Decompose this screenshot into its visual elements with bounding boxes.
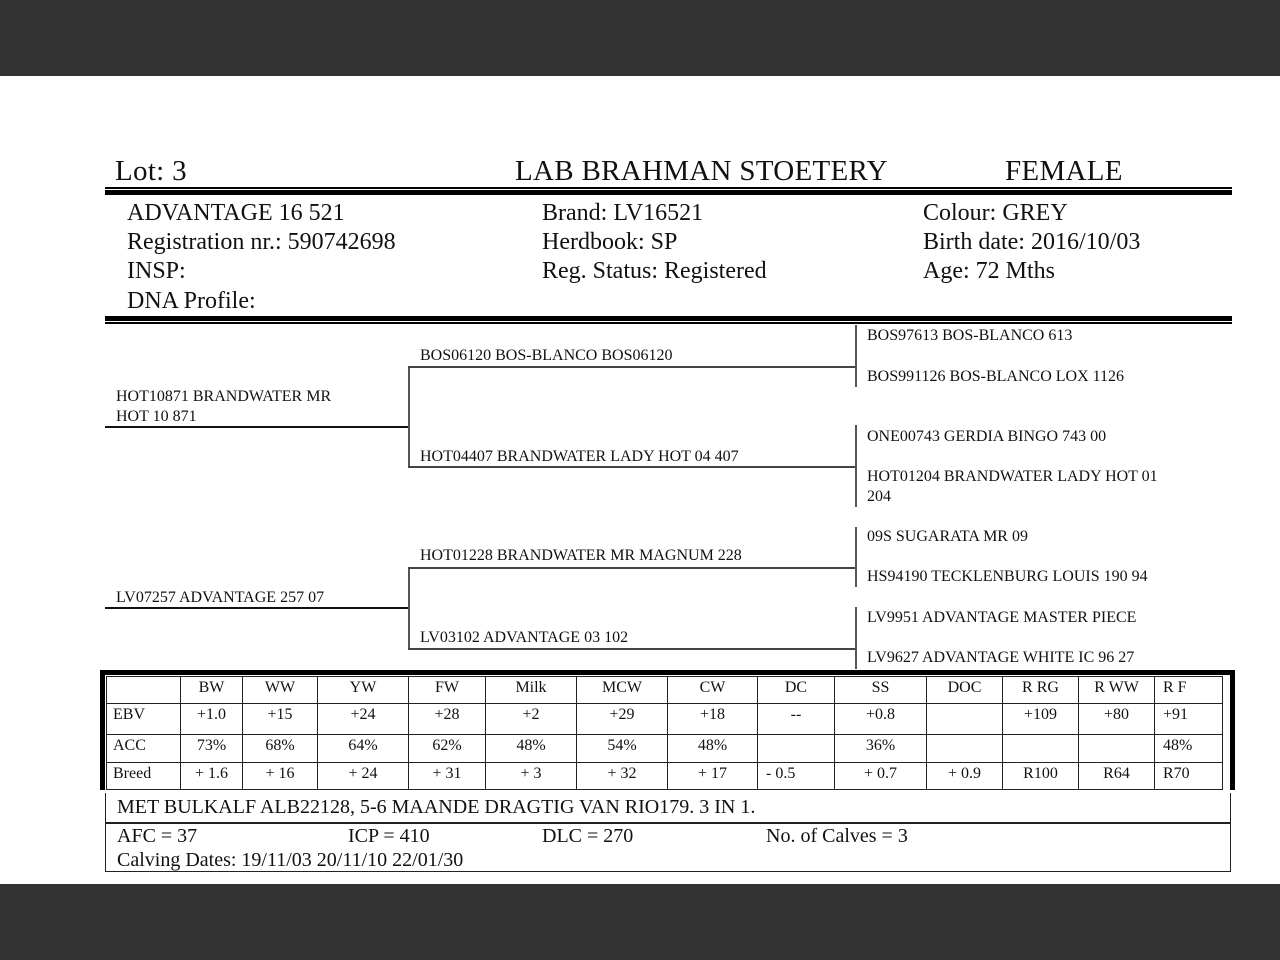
top-frame-bar [0, 0, 1280, 76]
ggen-ancestor: BOS991126 BOS-BLANCO LOX 1126 [867, 368, 1125, 385]
ebv-table [106, 676, 1223, 790]
sex-label: FEMALE [1005, 155, 1123, 187]
ebv-col-header: R RG [1003, 677, 1079, 704]
breed-cell: + 17 [668, 763, 758, 790]
ebv-cell: +2 [486, 704, 577, 735]
herdbook: Herdbook: SP [542, 229, 678, 255]
insp-label: INSP: [127, 258, 186, 284]
ebv-cell: +80 [1079, 704, 1155, 735]
afc-value: AFC = 37 [117, 825, 198, 847]
dam-dam-name: LV03102 ADVANTAGE 03 102 [420, 629, 629, 646]
ebv-header-row [107, 677, 1223, 704]
notes-divider [106, 822, 1230, 824]
icp-value: ICP = 410 [348, 825, 430, 847]
breed-row-label: Breed [107, 763, 181, 790]
ebv-cell: +28 [409, 704, 486, 735]
calving-dates: Calving Dates: 19/11/03 20/11/10 22/01/30 [117, 849, 464, 871]
ebv-cell: +0.8 [835, 704, 927, 735]
breeding-remark: MET BULKALF ALB22128, 5-6 MAANDE DRAGTIG VAN RIO179. 3 IN 1. [117, 796, 756, 818]
acc-cell [927, 735, 1003, 763]
ebv-col-header: Milk [486, 677, 577, 704]
ebv-col-header: R WW [1079, 677, 1155, 704]
ebv-cell: +15 [243, 704, 318, 735]
ebv-col-header: CW [668, 677, 758, 704]
acc-cell: 48% [1155, 735, 1223, 763]
acc-cell [758, 735, 835, 763]
dam-name: LV07257 ADVANTAGE 257 07 [116, 589, 325, 606]
dam-sire-name: HOT01228 BRANDWATER MR MAGNUM 228 [420, 547, 742, 564]
ebv-col-header: R F [1155, 677, 1223, 704]
info-rule-thick [105, 316, 1232, 321]
ggen-ancestor: LV9951 ADVANTAGE MASTER PIECE [867, 609, 1137, 626]
ggen-bracket-4 [855, 607, 857, 669]
breed-cell: R100 [1003, 763, 1079, 790]
animal-name: ADVANTAGE 16 521 [127, 200, 345, 226]
acc-cell [1079, 735, 1155, 763]
breed-cell: + 3 [486, 763, 577, 790]
ggen-ancestor: 09S SUGARATA MR 09 [867, 528, 1028, 545]
ggen-ancestor: LV9627 ADVANTAGE WHITE IC 96 27 [867, 649, 1135, 666]
age: Age: 72 Mths [923, 258, 1055, 284]
dna-profile-label: DNA Profile: [127, 288, 256, 314]
acc-cell: 36% [835, 735, 927, 763]
bottom-frame-bar [0, 884, 1280, 960]
breed-cell: + 0.7 [835, 763, 927, 790]
breed-cell: R70 [1155, 763, 1223, 790]
ebv-cell: +1.0 [181, 704, 243, 735]
sire-name: HOT10871 BRANDWATER MR [116, 388, 332, 405]
ebv-cell: +29 [577, 704, 668, 735]
acc-cell: 48% [486, 735, 577, 763]
sire-bracket [408, 366, 410, 467]
ebv-col-header: BW [181, 677, 243, 704]
birth-date: Birth date: 2016/10/03 [923, 229, 1141, 255]
ggen-bracket-2 [855, 425, 857, 507]
acc-row-label: ACC [107, 735, 181, 763]
breed-cell: + 0.9 [927, 763, 1003, 790]
sire-sire-line [408, 366, 856, 368]
breed-cell: + 31 [409, 763, 486, 790]
ebv-row [107, 704, 1223, 735]
acc-cell: 62% [409, 735, 486, 763]
header-rule-thin [105, 187, 1232, 189]
breed-cell: + 16 [243, 763, 318, 790]
dam-dam-line [408, 648, 856, 650]
ebv-col-header: YW [318, 677, 409, 704]
ebv-col-header: DC [758, 677, 835, 704]
sire-sire-name: BOS06120 BOS-BLANCO BOS06120 [420, 347, 673, 364]
ggen-bracket-3 [855, 527, 857, 587]
registration-number: Registration nr.: 590742698 [127, 229, 396, 255]
acc-cell: 48% [668, 735, 758, 763]
ebv-col-header: MCW [577, 677, 668, 704]
ggen-ancestor: HS94190 TECKLENBURG LOUIS 190 94 [867, 568, 1148, 585]
header-rule-thick [105, 190, 1232, 195]
dlc-value: DLC = 270 [542, 825, 634, 847]
breed-cell: + 1.6 [181, 763, 243, 790]
dam-sire-line [408, 567, 856, 569]
acc-cell: 73% [181, 735, 243, 763]
ggen-ancestor: ONE00743 GERDIA BINGO 743 00 [867, 428, 1107, 445]
breed-row [107, 763, 1223, 790]
ggen-ancestor: HOT01204 BRANDWATER LADY HOT 01 [867, 468, 1158, 485]
ebv-col-header [107, 677, 181, 704]
ebv-col-header: DOC [927, 677, 1003, 704]
sire-dam-name: HOT04407 BRANDWATER LADY HOT 04 407 [420, 448, 739, 465]
breed-cell: - 0.5 [758, 763, 835, 790]
ebv-col-header: WW [243, 677, 318, 704]
colour: Colour: GREY [923, 200, 1068, 226]
acc-row [107, 735, 1223, 763]
lot-number: Lot: 3 [115, 155, 187, 187]
acc-cell: 64% [318, 735, 409, 763]
sire-name-line2: HOT 10 871 [116, 408, 197, 425]
acc-cell: 54% [577, 735, 668, 763]
ggen-ancestor: BOS97613 BOS-BLANCO 613 [867, 327, 1073, 344]
brand: Brand: LV16521 [542, 200, 704, 226]
reg-status: Reg. Status: Registered [542, 258, 767, 284]
ebv-cell: +109 [1003, 704, 1079, 735]
acc-cell: 68% [243, 735, 318, 763]
ebv-col-header: SS [835, 677, 927, 704]
ebv-row-label: EBV [107, 704, 181, 735]
stud-name: LAB BRAHMAN STOETERY [515, 155, 888, 187]
ebv-cell [927, 704, 1003, 735]
ebv-cell: -- [758, 704, 835, 735]
breed-cell: + 32 [577, 763, 668, 790]
dam-bracket [408, 567, 410, 649]
ebv-cell: +18 [668, 704, 758, 735]
calves-count: No. of Calves = 3 [766, 825, 908, 847]
breed-cell: + 24 [318, 763, 409, 790]
ggen-bracket-1 [855, 325, 857, 387]
acc-cell [1003, 735, 1079, 763]
ebv-cell: +91 [1155, 704, 1223, 735]
ggen-ancestor-line2: 204 [867, 488, 891, 505]
notes-box [105, 793, 1231, 872]
info-rule-thin [105, 322, 1232, 324]
ebv-cell: +24 [318, 704, 409, 735]
ebv-col-header: FW [409, 677, 486, 704]
breed-cell: R64 [1079, 763, 1155, 790]
